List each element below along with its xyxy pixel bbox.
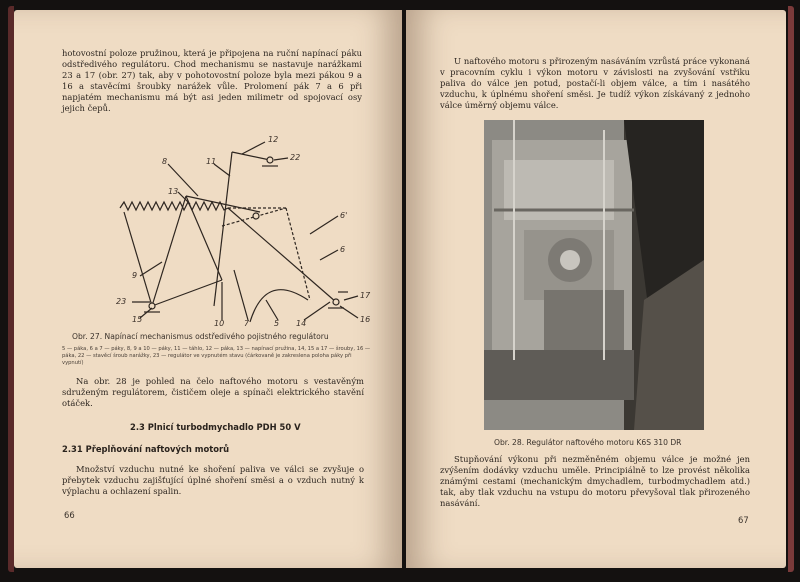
figure-27-caption: Obr. 27. Napínací mechanismus odstředivého pojistného regulátoru: [72, 332, 329, 341]
left-paragraph-3: Množství vzduchu nutné ke shoření paliva ve válci se zvyšuje o přebytek vzduchu zajišťující úplné shoření směsi a o vzduch nutný k výplachu a ochlazení spalin.: [62, 464, 364, 496]
left-intro-paragraph: hotovostní poloze pružinou, která je připojena na ruční napínací páku odstředivého regulátoru. Chod mechanismu se nastavuje narážkami 23 a 17 (obr. 27) tak, aby v pohotovostní poloze byla mezi pákou 9 a 16 a stavěcími šroubky narážek vůle. Prolomení pák 7 a 6 při napjatém mechanismu má být asi jeden milimetr od spojovací osy jejich čepů.: [62, 48, 362, 113]
label-7: 7: [244, 319, 250, 328]
tensioning-mechanism-diagram: [110, 130, 390, 330]
label-12: 12: [268, 135, 279, 144]
right-paragraph-2: Stupňování výkonu při nezměněném objemu válce je možné jen zvýšením dodávky vzduchu uměle. Principiálně to lze provést několika známými cestami (mechanickým dmychadlem, turbodmychadlem atd.) tak, aby tlak vzduchu na vstupu do motoru převyšoval tlak přirozeného nasávání.: [440, 454, 750, 508]
right-page: [406, 10, 786, 568]
label-8: 8: [162, 157, 168, 166]
right-paragraph-1: U naftového motoru s přirozeným nasáváním vzrůstá práce vykonaná v pracovním cyklu i výkon motoru v závislosti na zvyšování vstřiku paliva do válce jen potud, postačí-li objem válce, a tím i nasátého vzduchu, k úplnému shoření směsi. Je tudíž výkon získávaný z jednoho válce úměrný objemu válce.: [440, 56, 750, 110]
photo-illustration: [484, 120, 704, 430]
label-15: 15: [132, 315, 143, 324]
label-6: 6: [340, 245, 346, 254]
engine-regulator-photo: [484, 120, 704, 430]
figure-28-caption: Obr. 28. Regulátor naftového motoru K6S 310 DR: [494, 438, 682, 447]
label-23: 23: [116, 297, 127, 306]
right-page-number: 67: [738, 515, 749, 525]
subsection-heading: 2.31 Přeplňování naftových motorů: [62, 444, 230, 454]
section-heading: 2.3 Plnicí turbodmychadlo PDH 50 V: [130, 422, 301, 432]
left-page: [14, 10, 402, 568]
label-13: 13: [168, 187, 179, 196]
label-9: 9: [132, 271, 138, 280]
label-17: 17: [360, 291, 371, 300]
label-5: 5: [274, 319, 280, 328]
book-cover-right-edge: [788, 6, 794, 572]
left-paragraph-2: Na obr. 28 je pohled na čelo naftového motoru s vestavěným sdruženým regulátorem, čističem oleje a spínači elektrického stavění otáček.: [62, 376, 364, 408]
label-14: 14: [296, 319, 307, 328]
figure-27-legend: 5 — páka, 6 a 7 — páky, 8, 9 a 10 — páky, 11 — táhlo, 12 — páka, 13 — napínací pružina, 14, 15 a 17 — šrouby, 16 — páka, 22 — stavěcí šroub narážky, 23 — regulátor ve vypnutém stavu (čárkovaně je zakreslena poloha páky při vypnutí): [62, 346, 371, 367]
spring-zigzag: [120, 202, 228, 210]
label-10: 10: [214, 319, 225, 328]
label-16: 16: [360, 315, 371, 324]
label-6-prime: 6': [340, 211, 348, 220]
label-22: 22: [290, 153, 301, 162]
label-11: 11: [206, 157, 217, 166]
left-page-number: 66: [64, 510, 75, 520]
